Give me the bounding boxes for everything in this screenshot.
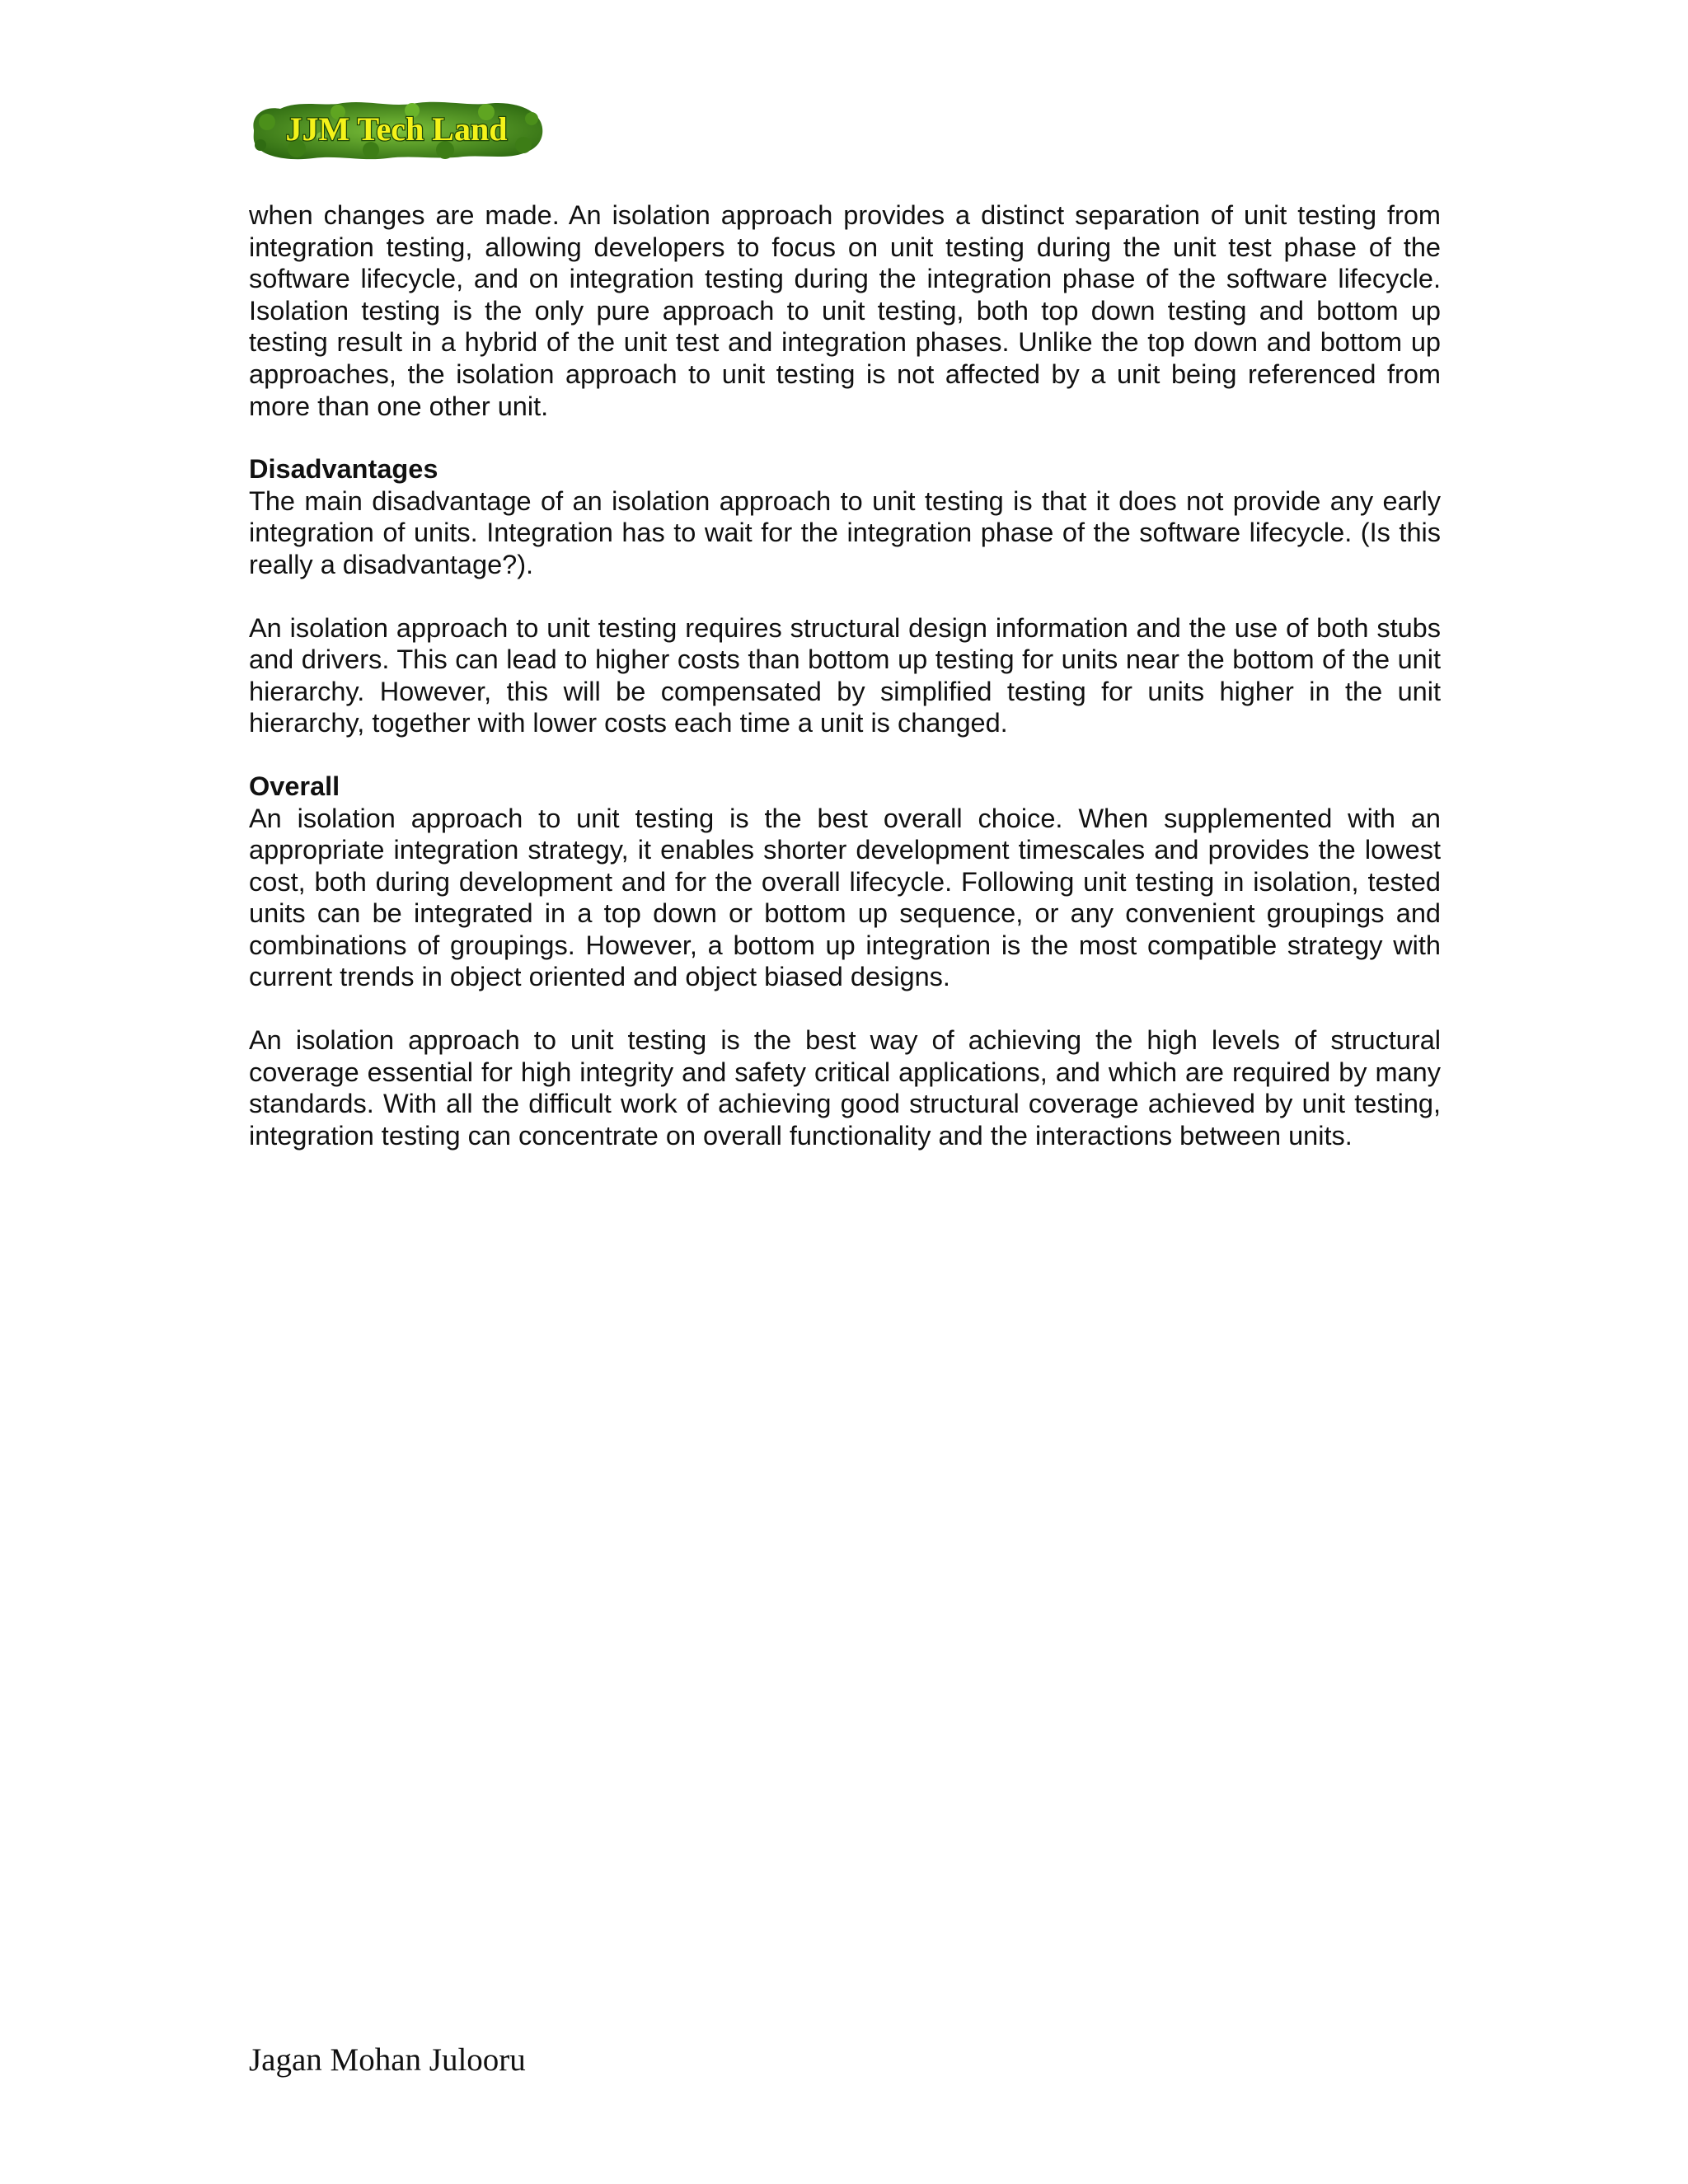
paragraph-best-overall-choice: An isolation approach to unit testing is the best overall choice. When supplemented with an appropriate integration strategy, it enables shorter development timescales and provides the lowest cost, both during development and for the overall lifecycle. Following unit testing in isolation, tested units can be integrated in a top down or bottom up sequence, or any convenient groupings and combinations of groupings. However, a bottom up integration is the most compatible strategy with current trends in object oriented and object biased designs.: [249, 803, 1441, 992]
paragraph-main-disadvantage: The main disadvantage of an isolation approach to unit testing is that it does not provide any early integration of units. Integration has to wait for the integration phase of the software lifecycle. (Is this really a disadvantage?).: [249, 485, 1441, 579]
paragraph-structural-design: An isolation approach to unit testing requires structural design information and the use of both stubs and drivers. This can lead to higher costs than bottom up testing for units near the bottom of the unit hierarchy. However, this will be compensated by simplified testing for units higher in the unit hierarchy, together with lower costs each time a unit is changed.: [249, 612, 1441, 738]
paragraph-spacer: [249, 581, 1441, 612]
paragraph-spacer: [249, 422, 1441, 453]
logo-text: JJM Tech Land: [285, 110, 508, 148]
paragraph-spacer: [249, 739, 1441, 771]
paragraph-spacer: [249, 993, 1441, 1024]
heading-overall: Overall: [249, 771, 340, 801]
paragraph-isolation-intro: when changes are made. An isolation approach provides a distinct separation of unit testing from integration testing, allowing developers to focus on unit testing during the unit test phase of the software lifecycle, and on integration testing during the integration phase of the software lifecycle. Isolation testing is the only pure approach to unit testing, both top down testing and bottom up testing result in a hybrid of the unit test and integration phases. Unlike the top down and bottom up approaches, the isolation approach to unit testing is not affected by a unit being referenced from more than one other unit.: [249, 200, 1441, 421]
document-body: [249, 199, 1441, 1151]
heading-disadvantages: Disadvantages: [249, 454, 438, 485]
logo-leaf-icon: [247, 97, 546, 162]
footer-author: Jagan Mohan Julooru: [249, 2042, 526, 2078]
paragraph-structural-coverage: An isolation approach to unit testing is the best way of achieving the high levels of structural coverage essential for high integrity and safety critical applications, and which are required by many standards. With all the difficult work of achieving good structural coverage achieved by unit testing, integration testing can concentrate on overall functionality and the interactions between units.: [249, 1025, 1441, 1151]
jjm-tech-land-logo: [247, 97, 546, 162]
